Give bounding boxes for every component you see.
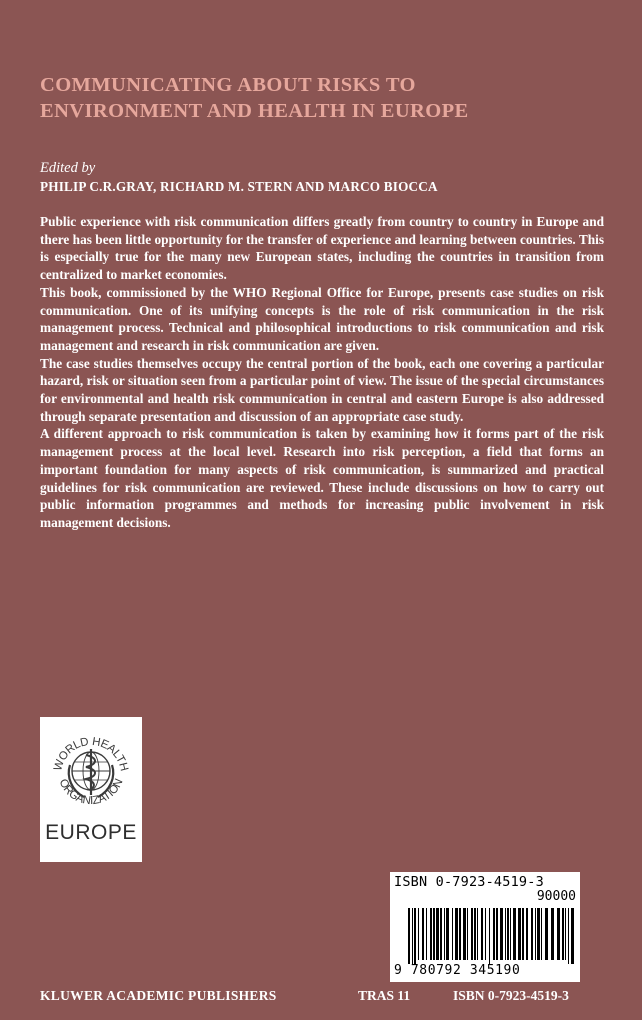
blurb-paragraph-2: This book, commissioned by the WHO Regional Office for Europe, presents case studies on risk communication. One of its unifying concepts is the role of risk communication in the risk management process. Technical and philosophical introductions to risk communication and risk management and research in risk communication are given. — [40, 284, 604, 353]
barcode-bar — [537, 908, 540, 960]
barcode-bar — [507, 908, 509, 960]
barcode-bar — [433, 908, 435, 960]
barcode-bar — [535, 908, 536, 960]
barcode-bar — [471, 908, 473, 960]
barcode-bar — [513, 908, 516, 960]
book-title-line-1: COMMUNICATING ABOUT RISKS TO — [40, 74, 416, 96]
barcode-bar — [474, 908, 476, 960]
barcode-bar — [440, 908, 442, 960]
barcode-bar — [557, 908, 560, 960]
barcode-bar — [496, 908, 498, 960]
barcode-bar — [531, 908, 533, 960]
svg-text:WORLD HEALTH: WORLD HEALTH — [52, 735, 130, 773]
who-emblem-icon — [46, 721, 136, 819]
barcode-bar — [541, 908, 542, 960]
barcode-bar — [430, 908, 432, 960]
svg-text:ORGANIZATION: ORGANIZATION — [56, 777, 126, 808]
barcode-bar — [505, 908, 506, 960]
barcode-bar — [436, 908, 439, 960]
logo-region-label: EUROPE — [45, 821, 137, 844]
blurb — [40, 213, 604, 532]
barcode-bar — [551, 908, 554, 960]
barcode-price-code: 90000 — [536, 889, 576, 904]
barcode-bar — [459, 908, 461, 960]
barcode-bar — [493, 908, 495, 960]
barcode-bar — [446, 908, 449, 960]
publisher-name: KLUWER ACADEMIC PUBLISHERS — [40, 988, 277, 1003]
book-title — [40, 72, 600, 124]
barcode-bar — [500, 908, 503, 960]
editors-names: PHILIP C.R.GRAY, RICHARD M. STERN AND MARCO BIOCCA — [40, 179, 438, 194]
book-title-line-2: ENVIRONMENT AND HEALTH IN EUROPE — [40, 100, 469, 122]
barcode-bar — [481, 908, 483, 960]
barcode-ean-digits: 9 780792 345190 — [394, 963, 521, 978]
barcode-bar — [455, 908, 458, 960]
barcode-bar — [568, 908, 569, 964]
blurb-paragraph-4: A different approach to risk communication is taken by examining how it forms part of the risk management process at the local level. Research into risk perception, a field that forms an important foundation for many aspects of risk communication, is summarized and practical guidelines for risk communication are reviewed. These include discussions on how to carry out public information programmes and methods for increasing public involvement in risk management decisions. — [40, 426, 604, 530]
barcode-isbn-label: ISBN 0-7923-4519-3 — [394, 874, 544, 890]
blurb-paragraph-1: Public experience with risk communication differs greatly from country to country in Europe and there has been little opportunity for the transfer of experience and learning between countries. This is especially true for the many new European states, including the countries in transition from centralized to market economies. — [40, 214, 604, 283]
barcode-bar — [412, 908, 413, 964]
series-code: TRAS 11 — [358, 988, 411, 1003]
barcode-bar — [510, 908, 511, 960]
isbn-barcode — [390, 872, 580, 982]
footer-isbn: ISBN 0-7923-4519-3 — [453, 988, 569, 1003]
barcode-bar — [414, 908, 416, 964]
barcode-bar — [522, 908, 524, 960]
barcode-bar — [408, 908, 410, 964]
barcode-bar — [452, 908, 453, 960]
barcode-bar — [571, 908, 574, 964]
who-europe-logo — [40, 717, 142, 862]
barcode-bar — [565, 908, 566, 960]
barcode-bar — [485, 908, 486, 960]
barcode-bar — [477, 908, 478, 960]
barcode-bar — [467, 908, 468, 960]
barcode-bar — [422, 908, 424, 960]
barcode-bar — [489, 908, 490, 964]
barcode-bar — [545, 908, 548, 960]
barcode-bar — [562, 908, 564, 960]
barcode-bar — [444, 908, 445, 960]
barcode-bar — [426, 908, 427, 960]
barcode-bar — [418, 908, 419, 960]
barcode-bar — [526, 908, 528, 960]
blurb-paragraph-3: The case studies themselves occupy the central portion of the book, each one covering a particular hazard, risk or situation seen from a particular point of view. The issue of the special circumstances for environmental and health risk communication in central and eastern Europe is also addressed through separate presentation and discussion of an appropriate case study. — [40, 355, 604, 424]
edited-by-label: Edited by — [40, 160, 96, 176]
barcode-bar — [518, 908, 521, 960]
barcode-bar — [463, 908, 466, 960]
